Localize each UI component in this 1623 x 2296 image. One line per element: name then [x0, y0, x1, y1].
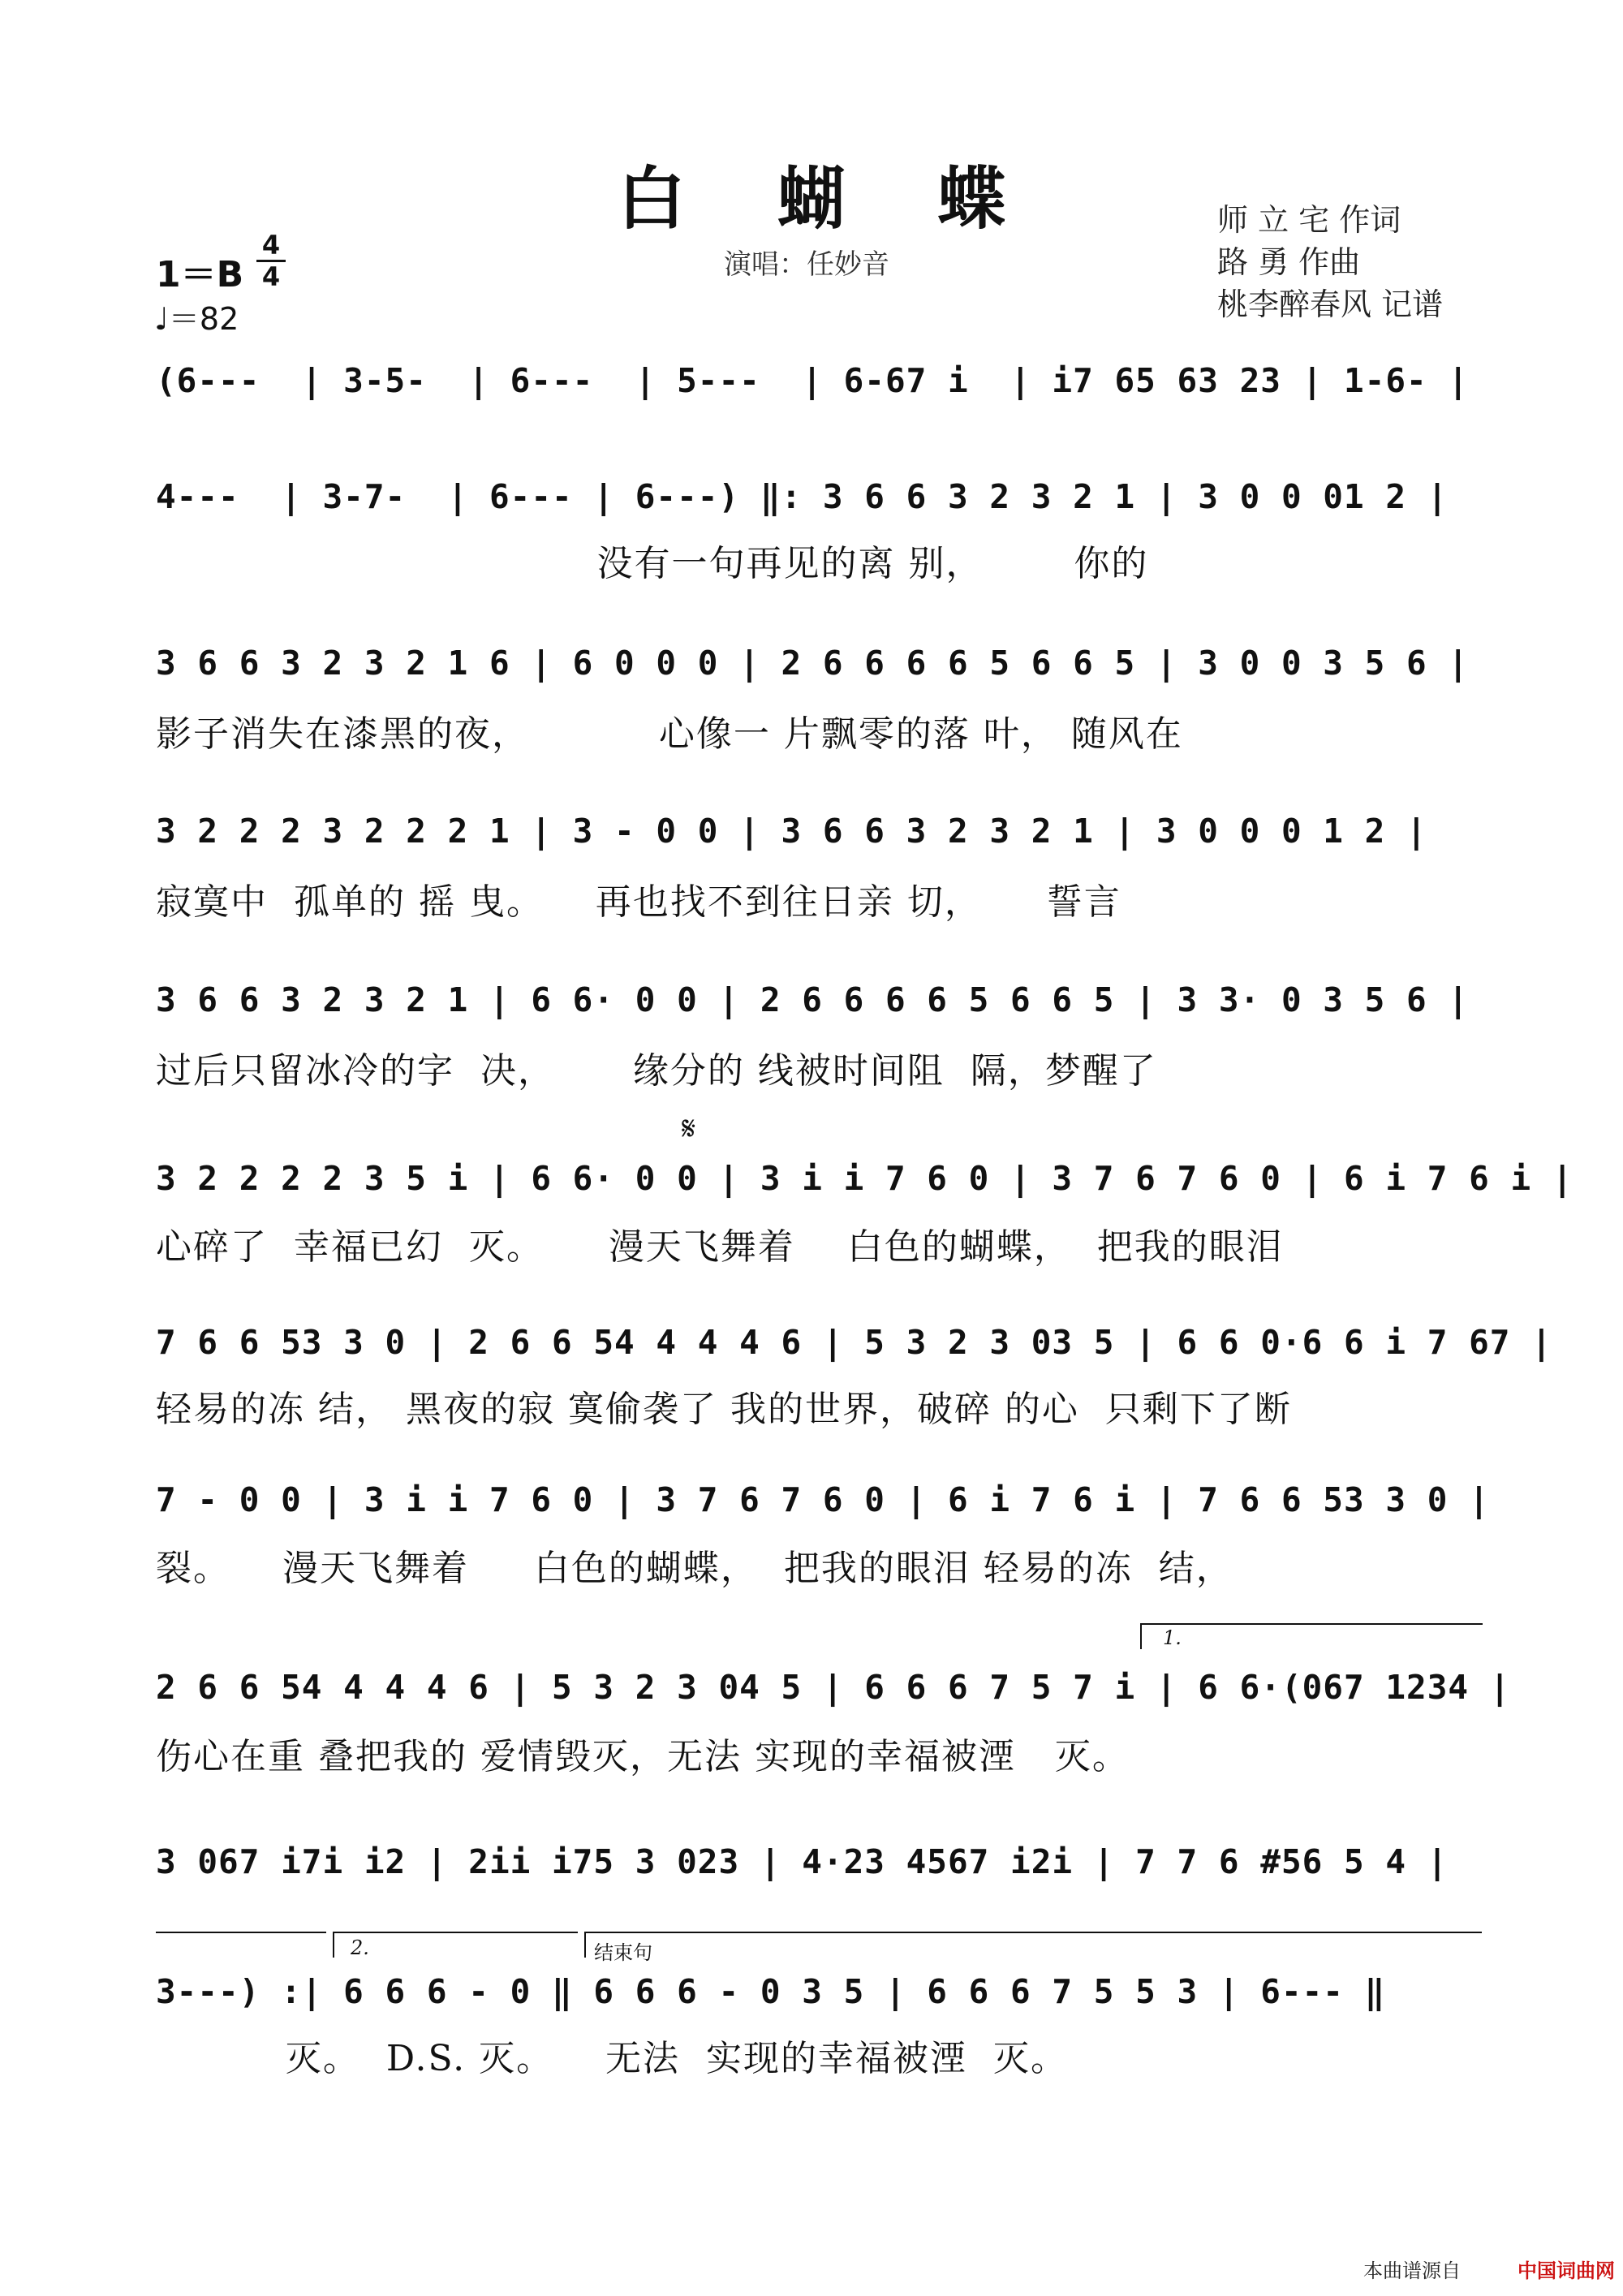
lyrics-row-5: 过后只留冰冷的字 决， 缘分的 线被时间阻 隔，梦醒了 — [156, 1050, 1157, 1092]
notation-row-10: 3 067 i7i i2 | 2ii i75 3 023 | 4·23 4567 i2i | 7 7 6 #56 5 4 | — [156, 1842, 1449, 1881]
footer-site-link[interactable]: 中国词曲网 — [1518, 2259, 1615, 2282]
lyrics-row-6: 心碎了 幸福已幻 灭。 漫天飞舞着 白色的蝴蝶， 把我的眼泪 — [156, 1226, 1284, 1268]
lyrics-row-2: 没有一句再见的离 别， 你的 — [156, 543, 1149, 584]
key-signature: 1＝B — [156, 254, 244, 295]
footer-source-label: 本曲谱源自 — [1363, 2259, 1461, 2282]
ending-label: 结束句 — [594, 1941, 652, 1964]
notation-row-4: 3 2 2 2 3 2 2 2 1 | 3 - 0 0 | 3 6 6 3 2 3 2 1 | 3 0 0 0 1 2 | — [156, 812, 1427, 851]
time-signature-top: 4 — [261, 230, 281, 261]
notation-row-3: 3 6 6 3 2 3 2 1 6 | 6 0 0 0 | 2 6 6 6 6 5 6 6 5 | 3 0 0 3 5 6 | — [156, 644, 1470, 683]
notation-row-2: 4--- | 3-7- | 6--- | 6---) ‖: 3 6 6 3 2 3 2 1 | 3 0 0 01 2 | — [156, 477, 1449, 516]
repeat-bracket-line — [156, 1932, 326, 1958]
lyrics-row-8: 裂。 漫天飞舞着 白色的蝴蝶， 把我的眼泪 轻易的冻 结， — [156, 1548, 1233, 1589]
volta-2-label: 2. — [351, 1936, 369, 1959]
volta-1-label: 1. — [1163, 1626, 1182, 1649]
notation-row-6: 3 2 2 2 2 3 5 i | 6 6· 0 0 | 3 i i 7 6 0 | 3 7 6 7 6 0 | 6 i 7 6 i | — [156, 1159, 1573, 1198]
lyrics-row-11: 灭。 D.S. 灭。 无法 实现的幸福被湮 灭。 — [156, 2038, 1068, 2079]
composer-credit: 路 勇 作曲 — [1217, 244, 1361, 280]
notation-row-8: 7 - 0 0 | 3 i i 7 6 0 | 3 7 6 7 6 0 | 6 i 7 6 i | 7 6 6 53 3 0 | — [156, 1480, 1490, 1519]
transcriber-credit: 桃李醉春风 记谱 — [1217, 286, 1444, 322]
time-signature — [256, 232, 286, 290]
lyricist-credit: 师 立 宅 作词 — [1217, 202, 1401, 238]
segno-sign: 𝄋 — [682, 1110, 696, 1148]
time-signature-bottom: 4 — [261, 261, 281, 292]
lyrics-row-3: 影子消失在漆黑的夜， 心像一 片飘零的落 叶， 随风在 — [156, 713, 1183, 755]
notation-row-7: 7 6 6 53 3 0 | 2 6 6 54 4 4 4 6 | 5 3 2 3 03 5 | 6 6 0·6 6 i 7 67 | — [156, 1323, 1552, 1362]
ending-bracket — [584, 1932, 1482, 1964]
score-title: 白 蝴 蝶 — [617, 158, 1040, 239]
lyrics-row-9: 伤心在重 叠把我的 爱情毁灭，无法 实现的幸福被湮 灭。 — [156, 1736, 1130, 1777]
notation-row-9: 2 6 6 54 4 4 4 6 | 5 3 2 3 04 5 | 6 6 6 7 5 7 i | 6 6·(067 1234 | — [156, 1668, 1511, 1707]
lyrics-row-7: 轻易的冻 结， 黑夜的寂 寞偷袭了 我的世界，破碎 的心 只剩下了断 — [156, 1389, 1292, 1430]
notation-row-1: (6--- | 3-5- | 6--- | 5--- | 6-67 i | i7 65 63 23 | 1-6- | — [156, 361, 1470, 400]
singer-credit: 演唱：任妙音 — [724, 248, 889, 281]
volta-bracket-2 — [333, 1932, 578, 1958]
tempo-marking: ♩＝82 — [154, 301, 239, 337]
lyrics-row-4: 寂寞中 孤单的 摇 曳。 再也找不到往日亲 切， 誓言 — [156, 881, 1121, 923]
notation-row-5: 3 6 6 3 2 3 2 1 | 6 6· 0 0 | 2 6 6 6 6 5 6 6 5 | 3 3· 0 3 5 6 | — [156, 980, 1470, 1019]
notation-row-11: 3---) :| 6 6 6 - 0 ‖ 6 6 6 - 0 3 5 | 6 6 6 7 5 5 3 | 6--- ‖ — [156, 1972, 1386, 2011]
volta-bracket-1 — [1140, 1623, 1483, 1649]
